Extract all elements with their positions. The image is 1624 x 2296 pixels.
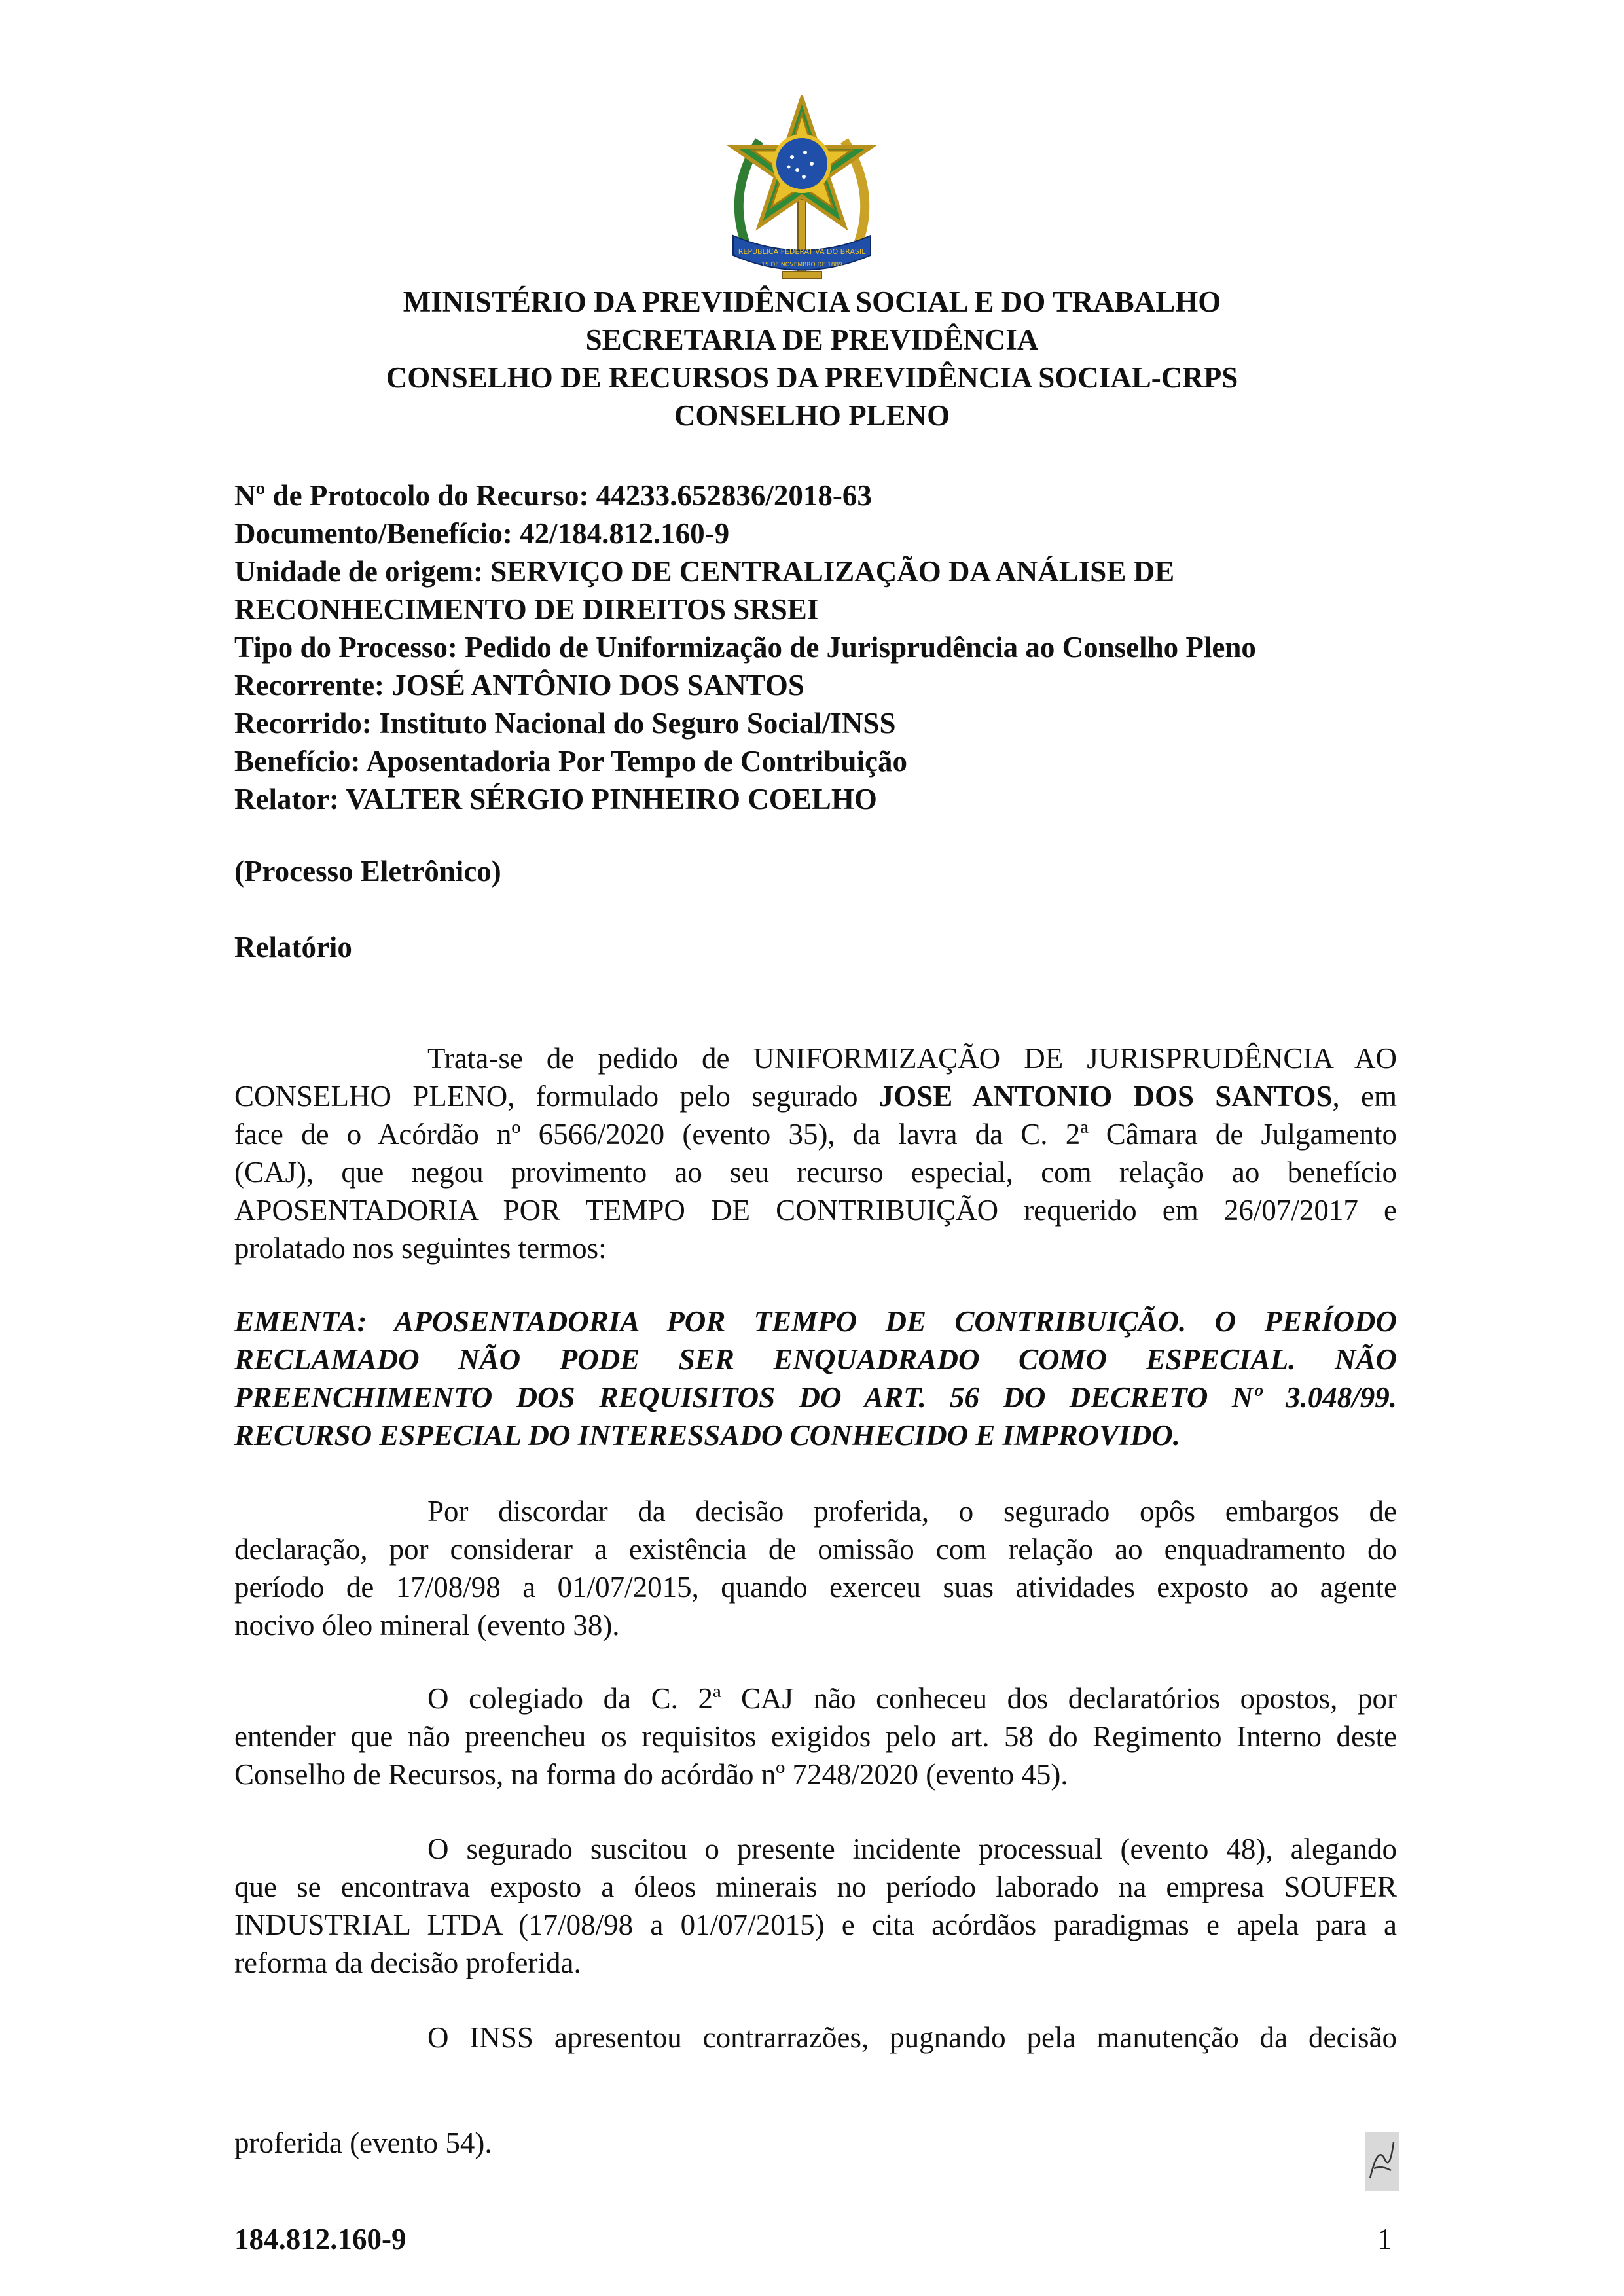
header-ministry: MINISTÉRIO DA PREVIDÊNCIA SOCIAL E DO TRABALHO (403, 285, 1221, 318)
p2-line2: declaração, por considerar a existência de omissão com relação ao enquadramento do (234, 1533, 1397, 1566)
signature-initials-icon (1365, 2132, 1399, 2191)
p1-line2a: CONSELHO PLENO, formulado pelo segurado (234, 1080, 879, 1113)
p3-line3: Conselho de Recursos, na forma do acórdão nº 7248/2020 (evento 45). (234, 1758, 1068, 1791)
appellee: Recorrido: Instituto Nacional do Seguro Social/INSS (234, 707, 896, 740)
footer-document-number: 184.812.160-9 (234, 2223, 406, 2255)
p5-line2: proferida (evento 54). (234, 2126, 492, 2159)
electronic-process-label: (Processo Eletrônico) (234, 855, 501, 888)
p2-line4: nocivo óleo mineral (evento 38). (234, 1609, 620, 1641)
protocol-number: Nº de Protocolo do Recurso: 44233.652836/2018-63 (234, 479, 872, 512)
p1-line4: (CAJ), que negou provimento ao seu recurso especial, com relação ao benefício (234, 1156, 1397, 1189)
brazil-coat-of-arms-icon (720, 95, 884, 291)
origin-unit-line2: RECONHECIMENTO DE DIREITOS SRSEI (234, 593, 819, 626)
process-type: Tipo do Processo: Pedido de Uniformização de Jurisprudência ao Conselho Pleno (234, 631, 1256, 664)
p4-line1: O segurado suscitou o presente incidente processual (evento 48), alegando (427, 1833, 1397, 1865)
p3-line1: O colegiado da C. 2ª CAJ não conheceu dos declaratórios opostos, por (427, 1682, 1397, 1715)
p1-line5: APOSENTADORIA POR TEMPO DE CONTRIBUIÇÃO requerido em 26/07/2017 e (234, 1194, 1397, 1227)
ementa-line3: PREENCHIMENTO DOS REQUISITOS DO ART. 56 DO DECRETO Nº 3.048/99. (234, 1381, 1397, 1414)
p1-line1: Trata-se de pedido de UNIFORMIZAÇÃO DE JURISPRUDÊNCIA AO (427, 1042, 1397, 1075)
paragraph-3 (234, 1679, 1397, 1793)
p1-line3: face de o Acórdão nº 6566/2020 (evento 35), da lavra da C. 2ª Câmara de Julgamento (234, 1118, 1397, 1151)
appellant: Recorrente: JOSÉ ANTÔNIO DOS SANTOS (234, 669, 804, 702)
ementa-line4: RECURSO ESPECIAL DO INTERESSADO CONHECIDO E IMPROVIDO. (234, 1419, 1180, 1452)
p3-line2: entender que não preencheu os requisitos exigidos pelo art. 58 do Regimento Interno deste (234, 1720, 1397, 1753)
paragraph-4 (234, 1830, 1397, 1982)
p4-line4: reforma da decisão proferida. (234, 1946, 581, 1979)
seal-date-text: 15 DE NOVEMBRO DE 1889 (761, 262, 842, 268)
document-benefit: Documento/Benefício: 42/184.812.160-9 (234, 517, 730, 550)
paragraph-5-end (234, 2124, 1397, 2162)
origin-unit-line1: Unidade de origem: SERVIÇO DE CENTRALIZAÇÃO DA ANÁLISE DE (234, 555, 1175, 588)
p1-line6: prolatado nos seguintes termos: (234, 1232, 607, 1265)
seal-ribbon-text: REPÚBLICA FEDERATIVA DO BRASIL (738, 247, 866, 256)
footer-page-number: 1 (1377, 2223, 1392, 2255)
header-council: CONSELHO DE RECURSOS DA PREVIDÊNCIA SOCIAL-CRPS (386, 361, 1238, 394)
p4-line3: INDUSTRIAL LTDA (17/08/98 a 01/07/2015) e cita acórdãos paradigmas e apela para a (234, 1909, 1397, 1941)
p1-appellant-name: JOSE ANTONIO DOS SANTOS (878, 1080, 1333, 1113)
rapporteur: Relator: VALTER SÉRGIO PINHEIRO COELHO (234, 783, 877, 816)
case-metadata (234, 476, 1406, 818)
p2-line3: período de 17/08/98 a 01/07/2015, quando exerceu suas atividades exposto ao agente (234, 1571, 1397, 1604)
p5-line1: O INSS apresentou contrarrazões, pugnando pela manutenção da decisão (427, 2021, 1397, 2054)
p2-line1: Por discordar da decisão proferida, o segurado opôs embargos de (427, 1495, 1397, 1528)
ementa (234, 1302, 1397, 1454)
ementa-line1: EMENTA: APOSENTADORIA POR TEMPO DE CONTRIBUIÇÃO. O PERÍODO (234, 1305, 1397, 1338)
header-plenary: CONSELHO PLENO (674, 399, 950, 432)
p4-line2: que se encontrava exposto a óleos minerais no período laborado na empresa SOUFER (234, 1871, 1397, 1903)
p1-line2b: , em (1332, 1080, 1397, 1113)
header-secretary: SECRETARIA DE PREVIDÊNCIA (585, 323, 1039, 356)
ementa-line2: RECLAMADO NÃO PODE SER ENQUADRADO COMO ESPECIAL. NÃO (234, 1343, 1397, 1376)
paragraph-1 (234, 1039, 1397, 1267)
benefit: Benefício: Aposentadoria Por Tempo de Contribuição (234, 745, 907, 778)
report-heading: Relatório (234, 931, 352, 963)
document-header (0, 283, 1624, 435)
paragraph-5-start (234, 2018, 1397, 2056)
paragraph-2 (234, 1492, 1397, 1644)
